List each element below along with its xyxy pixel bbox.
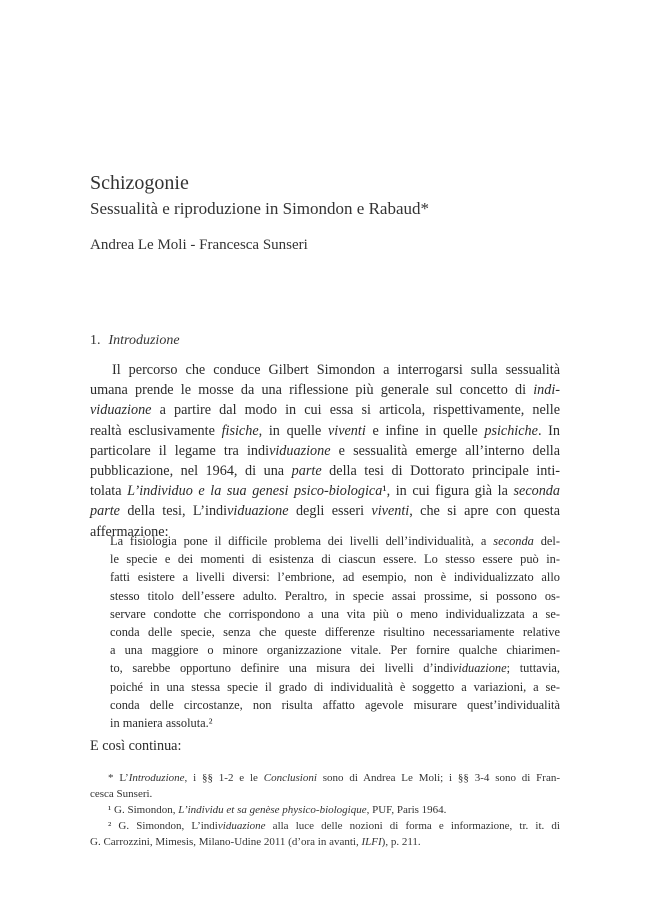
paragraph-line: viduazione a partire dal modo in cui essa si articola, rispettivamente, nelle xyxy=(90,402,560,419)
quote-line: poiché in una stessa specie il grado di individualità è soggetto a variazioni, a se- xyxy=(110,679,560,694)
paragraph-line: tolata L’individuo e la sua genesi psico-biologica¹, in cui figura già la seconda xyxy=(90,483,560,500)
section-heading xyxy=(90,332,180,350)
quote-line: La fisiologia pone il difficile problema dei livelli dell’individualità, a seconda del- xyxy=(110,534,560,548)
after-quote-text: E così continua: xyxy=(90,738,182,754)
quote-line: to, sarebbe opportuno definire una misura dei livelli d’individuazione; tuttavia, xyxy=(110,661,560,676)
section-number: 1. xyxy=(90,333,101,348)
footnotes xyxy=(90,770,560,850)
article-authors: Andrea Le Moli - Francesca Sunseri xyxy=(90,237,308,253)
article-subtitle: Sessualità e riproduzione in Simondon e Rabaud* xyxy=(90,199,429,218)
footnote-line: * L’Introduzione, i §§ 1-2 e le Conclusioni sono di Andrea Le Moli; i §§ 3-4 sono di Fran- xyxy=(108,772,560,784)
quote-line: stesso titolo dell’essere adulto. Peraltro, in specie assai prossime, si possono os- xyxy=(110,588,560,603)
quote-line: fatti esistere a livelli diversi: l’embrione, ad esempio, non è individualizzato allo xyxy=(110,570,560,585)
footnote-line: G. Carrozzini, Mimesis, Milano-Udine 2011 (d’ora in avanti, ILFI), p. 211. xyxy=(90,836,421,848)
paragraph-line: umana prende le mosse da una riflessione più generale sul concetto di indi- xyxy=(90,382,560,399)
paragraph-line: affermazione: xyxy=(90,523,169,540)
paragraph-line: pubblicazione, nel 1964, di una parte della tesi di Dottorato principale inti- xyxy=(90,463,560,480)
quote-line: le specie e dei momenti di esistenza di ciascun essere. Lo stesso essere può in- xyxy=(110,552,560,567)
paragraph-line: realtà esclusivamente fisiche, in quelle viventi e infine in quelle psichiche. In xyxy=(90,422,561,439)
footnote-line: cesca Sunseri. xyxy=(90,788,153,800)
quote-line: in maniera assoluta.² xyxy=(110,716,213,731)
paragraph-line: particolare il legame tra individuazione e sessualità emerge all’interno della xyxy=(90,442,561,459)
body-paragraph xyxy=(90,360,560,542)
block-quote xyxy=(110,532,560,732)
quote-line: conda delle circostanze, non risulta affatto agevole misurare quest’individualità xyxy=(110,697,560,712)
quote-line: conda delle specie, senza che queste differenze risultino necessariamente relative xyxy=(110,625,560,640)
footnote-line: ¹ G. Simondon, L’individu et sa genèse physico-biologique, PUF, Paris 1964. xyxy=(108,804,447,816)
section-title: Introduzione xyxy=(108,333,180,348)
article-title: Schizogonie xyxy=(90,172,189,194)
paragraph-line: parte della tesi, L’individuazione degli esseri viventi, che si apre con questa xyxy=(90,503,561,520)
footnote-line: ² G. Simondon, L’individuazione alla luce delle nozioni di forma e informazione, tr. it. di xyxy=(108,820,560,832)
quote-line: servare condotte che corrispondono a una vita più o meno individualizzata a se- xyxy=(110,606,560,621)
paragraph-line: Il percorso che conduce Gilbert Simondon a interrogarsi sulla sessualità xyxy=(112,362,560,378)
quote-line: a una maggiore o minore organizzazione vitale. Per fornire qualche chiarimen- xyxy=(110,643,560,658)
